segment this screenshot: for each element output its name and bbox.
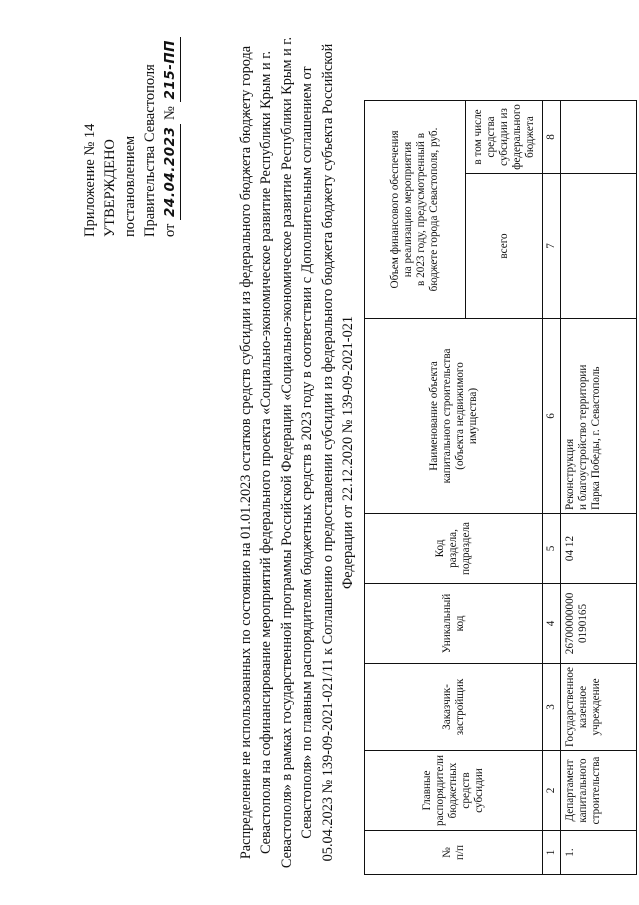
header-federal-subsidy: в том числе средства субсидии из федерального бюджета	[466, 100, 543, 173]
row-unique-code: 26700000000 0190165	[561, 583, 637, 663]
column-number: 1	[543, 831, 561, 875]
header-section-code: Код раздела, подраздела	[365, 513, 543, 583]
header-funding-group: Объем финансового обеспечения на реализацию мероприятия в 2023 году, предусмотренный в бюджете города Севастополя, руб.	[365, 100, 466, 318]
appendix-number: Приложение № 14	[82, 123, 98, 237]
column-number: 5	[543, 513, 561, 583]
column-number: 6	[543, 318, 561, 513]
approval-date-line	[160, 7, 181, 237]
allocation-table-wrap	[364, 100, 637, 875]
column-number: 7	[543, 173, 561, 318]
column-number: 3	[543, 663, 561, 750]
header-budget-managers: Главные распорядители бюджетных средств субсидии	[365, 751, 543, 831]
column-number: 4	[543, 583, 561, 663]
table-row	[561, 100, 637, 874]
row-object-name: Реконструкция и благоустройство территории Парка Победы, г. Севастополь	[561, 318, 637, 513]
header-object-name: Наименование объекта капитального строительства (объекта недвижимого имущества)	[365, 318, 543, 513]
row-manager: Департамент капитального строительства	[561, 751, 637, 831]
header-customer: Заказчик- застройщик	[365, 663, 543, 750]
column-number: 8	[543, 100, 561, 173]
header-number: № п/п	[365, 831, 543, 875]
header-unique-code: Уникальный код	[365, 583, 543, 663]
row-federal	[561, 100, 637, 173]
date-prefix: от	[162, 223, 178, 237]
row-customer: Государственное казенное учреждение	[561, 663, 637, 750]
approved-label: УТВЕРЖДЕНО	[102, 139, 118, 237]
column-number: 2	[543, 751, 561, 831]
approved-by-label: постановлением	[122, 135, 138, 237]
row-total	[561, 173, 637, 318]
row-number: 1.	[561, 831, 637, 875]
number-prefix: №	[162, 106, 178, 120]
handwritten-number: 215-ПП	[160, 37, 181, 102]
header-total: всего	[466, 173, 543, 318]
handwritten-date: 24.04.2023	[160, 124, 181, 220]
allocation-table	[364, 100, 637, 875]
government-name: Правительства Севастополя	[142, 64, 158, 237]
row-section-code: 04 12	[561, 513, 637, 583]
approval-stamp-block	[80, 7, 181, 237]
document-heading: Распределение не использованных по состоянию на 01.01.2023 остатков средств субсидии из федерального бюджета бюджету города Севастополя на софинансирование мероприятий федерального проекта «Социально-экономическое развитие Республики Крым и г. Севастополя» в рамках государственной программы Российской Федерации «Социально-экономическое развитие Республики Крым и г. Севастополя» по главным распорядителям бюджетных средств в 2023 году в соответствии с Дополнительным соглашением от 05.04.2023 № 139-09-2021-021/11 к Соглашению о предоставлении субсидии из федерального бюджета бюджету субъекта Российской Федерации от 22.12.2020 № 139-09-2021-021	[238, 36, 357, 869]
